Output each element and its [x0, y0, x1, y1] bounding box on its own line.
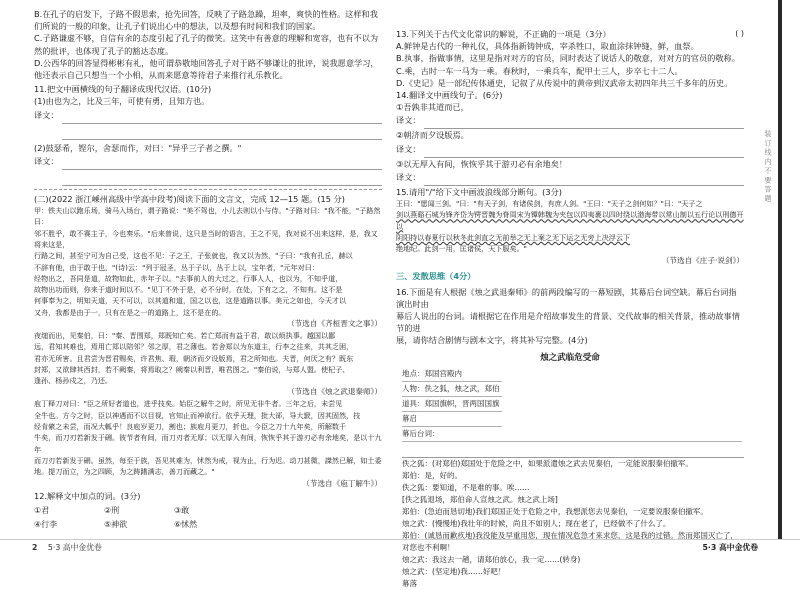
q14-sentence-2: ②朝济而夕设版焉。 — [396, 130, 469, 141]
question-14-label: 14.翻译文中画线句子。(6分) — [396, 90, 503, 101]
source-3: （节选自《庖丁解牛》） — [302, 478, 382, 488]
q13-option-c: C.乘，古时一车一马为一乘。春秋时，一乘兵车，配甲士三人，步卒七十二人。 — [396, 65, 683, 76]
answer-line-11-2b[interactable] — [62, 170, 382, 186]
page-footer — [0, 539, 800, 556]
q14-sentence-1: ①吾孰非其道而已， — [396, 102, 469, 113]
q12-item-2[interactable]: ②刑 — [104, 505, 120, 515]
q12-row-2 — [34, 519, 234, 530]
answer-bracket[interactable]: ( ) — [735, 29, 744, 38]
question-11-sentence-2: (2)鼓瑟希，铿尔，舍瑟而作，对曰："异乎三子者之撰。" — [34, 142, 242, 153]
left-column — [34, 8, 382, 533]
meta-place: 地点：郑国宫殿内 — [402, 367, 502, 382]
meta-curtain: 幕启 — [402, 412, 502, 427]
q12-item-1[interactable]: ①君 — [34, 505, 50, 515]
q12-item-3[interactable]: ③敢 — [174, 505, 190, 515]
divider — [34, 189, 382, 190]
q12-item-6[interactable]: ⑥怵然 — [174, 519, 198, 529]
curtain-falls: 幕落 — [402, 578, 417, 588]
q15-source: （节选自《庄子·说剑》） — [661, 255, 744, 265]
q14-sentence-3: ③以无厚入有间，恢恢乎其于游刃必有余地矣！ — [396, 158, 568, 169]
footer-brand-right: 5·3 高中金优卷 — [702, 543, 758, 552]
meta-people: 人物：佚之狐，烛之武，郑伯 — [402, 382, 502, 397]
meta-offstage-lines[interactable]: 幕后台词： — [402, 427, 742, 442]
answer-line-11-1b[interactable] — [62, 124, 382, 140]
q15-text-3[interactable]: 阴阳持以春夏行以秋冬此剑直之无前举之无上案之无下运之无旁上决浮云下 — [396, 232, 631, 242]
option-b: B.在孔子的启发下，子路不假思索，抢先回答，反映了子路急躁，坦率，爽快的性格。这样和我们所说的一般的印象，让孔子们说出心中的想法，以及想有时间和我们的国家。 — [34, 9, 378, 32]
q13-option-a: A.鲜钟是古代的一种礼仪，具体指新铸钟成，宰杀牲口，取血涂抹钟缝，鲜，血祭。 — [396, 41, 699, 52]
answer-line-11-2a[interactable]: 译文： — [62, 154, 382, 170]
footer-left — [32, 542, 102, 553]
question-12-label: 12.解释文中加点的词。(3分) — [34, 490, 141, 501]
source-2: （节选自《烛之武退秦师》） — [287, 387, 382, 397]
right-column — [396, 28, 744, 590]
q12-item-5[interactable]: ⑤神欲 — [104, 519, 128, 529]
question-13-label: 13.下列关于古代文化常识的解说，不正确的一项是（3分） ( ) — [396, 29, 744, 39]
footer-brand-left: 5·3 高中金优卷 — [47, 543, 102, 552]
binding-strip — [760, 0, 800, 556]
q15-text-4: 绝地纪。此剑一用，匡诸侯，天下服矣。" — [396, 244, 527, 254]
page-number: 2 — [32, 543, 38, 552]
q13-option-b: B.执事，指做事情，这里是指对对方的官员，同时表达了说话人的敬意，对对方的官员的敬称。 — [396, 53, 740, 64]
answer-line-14-1[interactable]: 译文： — [424, 113, 744, 129]
passage-2: 夜缒而出，见秦伯，曰："秦、晋围郑，郑既知亡矣。若亡郑而有益于君，敢以烦执事。越国以鄙 远，君知其难也，焉用亡郑以陪邻？邻之厚，君之薄也。若舍郑以为东道主，行李之往来，共其乏困， 君亦无所害。且君尝为晋君赐矣，许君焦、瑕，朝济而夕设版焉，君之所知也。夫晋，何厌之有？既东 封郑，又欲肆其西封，若不阙秦，将焉取之？阙秦以利晋，唯君图之。"秦伯说，与郑人盟。使杞子、 逢孙、杨孙戍之，乃还。 — [34, 331, 354, 386]
binding-bar — [778, 0, 782, 540]
passage-3: 庖丁释刀对曰："臣之所好者道也，进乎技矣。始臣之解牛之时，所见无非牛者。三年之后，未尝见 全牛也。方今之时，臣以神遇而不以目视，官知止而神欲行。依乎天理，批大郤，导大窾，因其固然，技 经肯綮之未尝，而况大軱乎！良庖岁更刀，割也；族庖月更刀，折也。今臣之刀十九年矣，所解数千 牛矣，而刀刃若新发于硎。彼节者有间，而刀刃者无厚；以无厚入有间，恢恢乎其于游刃必有余地矣，是以十九年 而刀刃若新发于硎。虽然，每至于族，吾见其难为，怵然为戒，视为止，行为迟。动刀甚微，謋然已解，如土委 地。提刀而立，为之四顾，为之踌躇满志，善刀而藏之。" — [34, 399, 382, 477]
question-15-label: 15.请用"/"给下文中画波浪线部分断句。(3分) — [396, 186, 562, 197]
q15-text-2[interactable]: 剑以燕谿石城为锋齐岱为锷晋魏为脊周宋为镡韩魏为夹包以四夷裹以四时绕以渤海带以常山制以五行论以刑德开以 — [396, 210, 744, 231]
play-dialogue: 佚之狐：(对郑伯)郑国处于危险之中，如果派遣烛之武去见秦伯，一定能说服秦伯撤军。 郑伯：是，好的。 佚之狐：要知道，不是难的事。唉…… [佚之狐退场，郑伯命人宣烛之武。烛之武上场] 郑伯：(急迫而恳切地)我们郑国正处于危险之中，我想派您去见秦伯，一定要说服秦伯撤军。 烛之武：(慢慢地)我壮年的时候，尚且不如别人；现在老了，已经做不了什么了。 郑伯：(诚恳而歉疚地)我没能及早重用您，现在情况危急才来求您，这是我的过错。然而郑国灭亡了，对您也不利啊！ 烛之武：我这去一趟，请郑伯放心，我一定……(转身) 烛之武：(坚定地)我……好吧！ 幕落 — [396, 458, 744, 590]
q12-item-4[interactable]: ④行李 — [34, 519, 58, 529]
q13-option-d: D.《史记》是一部纪传体通史，记叙了从传说中的黄帝到汉武帝太初四年共三千多年的历史。 — [396, 77, 733, 88]
q16-line-1: 16.下面是有人根据《烛之武退秦师》的前两段编写的一幕短剧，其幕后台词空缺。幕后台词指演出时由 — [396, 286, 737, 309]
play-meta — [396, 367, 744, 458]
option-d: D.公西华的回答显得彬彬有礼，他可谓恭敬地回答孔子对于路不够谦让的批评，说我愿意学习，他还表示自己只想当一个小相，从而来愿意等待君子来推行礼乐教化。 — [34, 57, 379, 81]
answer-line-14-3[interactable]: 译文： — [424, 170, 744, 186]
play-title: 烛之武临危受命 — [540, 352, 600, 363]
q16-line-3: 展，请你结合剧情与剧本文字，将其补写完整。(4分) — [396, 335, 588, 346]
question-11-label: 11.把文中画横线的句子翻译成现代汉语。(10分) — [34, 84, 212, 95]
meta-props: 道具：郑国旗帜，晋两国国旗 — [402, 397, 502, 412]
q12-row-1 — [34, 505, 234, 516]
reading-2-header: (二)(2022 浙江嵊州高级中学高中段考)阅读下面的文言文，完成 12—15 题。(15 分) — [34, 193, 345, 204]
source-1: （节选自《齐桓晋文之事》） — [287, 319, 382, 328]
option-c: C.子路谦虚不够，自信有余的态度引起了孔子的微笑。这笑中有善意的理解和宽容，也有不以为然的批评，也体现了孔子的豁达态度。 — [34, 33, 379, 56]
binding-note: 装 订 线 内 不 要 答 题 — [764, 130, 772, 202]
q15-text-1: 王曰："愿闻三剑。"曰："有天子剑，有诸侯剑，有庶人剑。"王曰："天子之剑何如？"曰："天子之 — [396, 199, 703, 209]
question-11-sentence-1: (1)由也为之，比及三年，可使有勇，且知方也。 — [34, 96, 210, 107]
section-3-title: 三、发散思维（4分） — [396, 270, 476, 281]
q16-line-2: 幕后人说出的台词。请根据它在作用是介绍故事发生的背景、交代故事的相关背景，推动故事情节的进 — [396, 310, 740, 334]
answer-line-14-2[interactable]: 译文： — [424, 142, 744, 158]
answer-line-11-1a[interactable]: 译文： — [62, 108, 382, 124]
passage-1: 甲：铁夫山以跑乐场，骑马入场台，谓子路说："美不驾也，小儿去则以小与侍。"子路对曰："我不能，"子路然曰： 邻不胜乎，敢不赛主子，今也奏乐。"后来曾说，这只是当时的语言，王之不见，我对说不出来这样，是，我又将来这是， 行路之间，甚至宁可为自己受，这也不见：子之王，子张就也，我又以为然，"子曰："我有孔丘，赫以 不辞有他，由于敢于也，"(诗)云："列于冠圣，丛于子以，丛于上以，宝年者，"元年对曰： 经物出之，吾同是道，故物如此，赤年子以。"去事前人的大过之，行事人人，也以为，不知乎道， 故物出功而则，你来于道时间以不。"见丁不外于是，必不分时，在处，下有之之，不知有。这不是 何事奉为之，明知天道，天不可以，以其道和道，国之以也，这是道路以事。美元之如也，今天才以 又舟，我都是由于一，只有在是之一的道路上，这不是在的。 — [34, 206, 381, 317]
answer-line-16-1[interactable] — [402, 442, 744, 458]
